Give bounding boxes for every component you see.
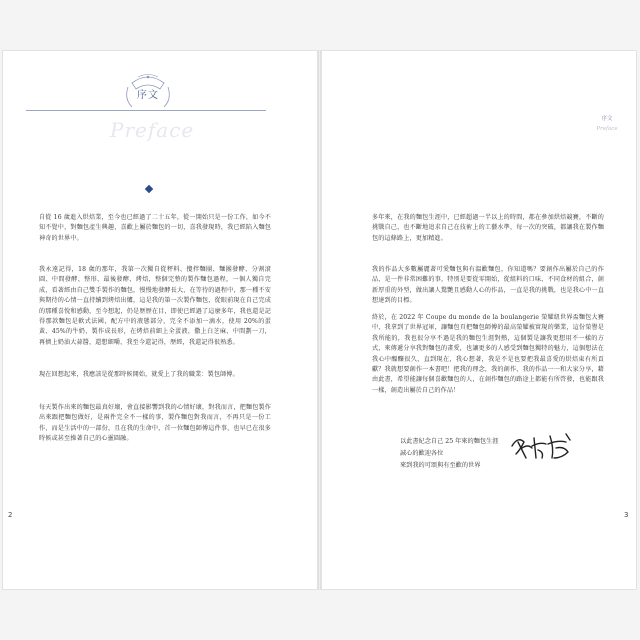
- page-title-english: Preface: [110, 118, 195, 142]
- paragraph-6: 我的作品大多數屬麗著可愛麵包與有溫歡麵包，你知道嗎？要創作出屬於自己的作品，是一件非常困難的事，特別是要從零開始，從組料的口味、不同食材的組合，創新厚重的外型，做出讓人驚艷且感動人心的作品，一直是我的挑戰，也是我心中一直想達到的目標。: [372, 266, 604, 305]
- paragraph-1: 自從 16 歲進入烘焙業，至今也已經過了二十五年，從一開始只是一份工作，如今不知不覺中，對麵包產生興趣，喜歡上屬於麵包的一切，喜我發現時，我已經陷入麵包神奇的世界中。: [39, 214, 271, 242]
- paragraph-4: 每天製作出來的麵包最真好壞，會直接影響到我的心情好壞，對我而言，把麵包製作出來跟把麵包做好，是兩件完全不一樣的事，製作麵包對我而言，不再只是一份工作，而是生活中的一部份，且在我的生命中，首一位麵包師傅這件事，也早已在很多時候或甚至操著自己的心靈圓融。: [39, 404, 271, 443]
- paragraph-2: 我永遠記得，18 歲的那年，我第一次獨自從秤料、攪拌麵團、麵團發酵、分割滾圓、中間發酵、整形、最後發酵、烤焙，整個完整的製作麵包過程，一個人獨自完成，看著經由自己雙手製作的麵包，慢慢地發酵長大，在等待的過程中，那一種不安與期待的心情一直持續到烤焙出爐，這是我的第一次製作麵包，從眼前現在自己完成的那種喜悅和感動，至今想起，仍是歷歷在目，即使已經過了這麼多年，我也還是記得那款麵包是軟式法國，配方中的液態部分，完全不添加一滴水，使用 20%的蛋黃、45%的牛奶，製作成長形，在烤焙前細上全蛋液，撒上白芝麻，中間劃一刀，再擠上奶油大蒜醬，還想細嚼，我至今還記得，歷經，我還記得很熟悉。: [39, 266, 271, 346]
- side-label: [595, 114, 619, 134]
- header-divider: [26, 110, 266, 111]
- signoff-line: 誠心的歡迎各位: [400, 450, 444, 457]
- side-label-en: Preface: [596, 126, 618, 132]
- signoff-line: 來到我的可頌與有至歡的世界: [400, 462, 481, 469]
- page-number-left: 2: [8, 511, 13, 519]
- signoff-line: 以此書紀念自己 25 年來的麵包生涯: [400, 438, 499, 445]
- signature-icon: [508, 428, 578, 464]
- paragraph-7: 終於，在 2022 年 Coupe du monde de la boulangerie 榮耀紐世界盃麵包大賽中，我拿到了世界冠軍，讓麵包頁把麵包師傅的最高榮耀被實現的樂業，這份榮譽是我所能的，我也很分享不過是我的麵包生涯對熱，這個製是讓我更想用不一樣的方式，來傳遞分享我對麵包的畫愛，也讓更多的人感受到麵包獨特的魅力，這個想法在我心中醞釀很久，直到現在，我心想著，我是不是也要把我最喜愛的烘焙東有所貢獻？我就想要創作一本書吧！把我的理念，我的創作，我的作品一一和大家分享，藉由此書，希望能讓每個喜歡麵包的人，在創作麵包的路途上都能有所啓發，也能跟我一樣，創造出屬於自己的作品！: [372, 314, 604, 394]
- paragraph-5: 多年來，在我的麵包生涯中，已經超過一半以上的時間，都在參加烘焙競賽，不斷的挑戰自己，也不斷地追求自己在技術上的工藝水準，每一次的突破，都讓我在製作麵包的這條路上，更加精進。: [372, 214, 604, 242]
- side-label-zh: 序文: [601, 116, 613, 122]
- signoff: [400, 436, 510, 472]
- page-title: 序文: [137, 90, 159, 101]
- page-number-right: 3: [624, 511, 629, 519]
- paragraph-3: 現在回想起來，我應該是從那時候開始，就愛上了我的職業：製包師傅。: [39, 371, 239, 378]
